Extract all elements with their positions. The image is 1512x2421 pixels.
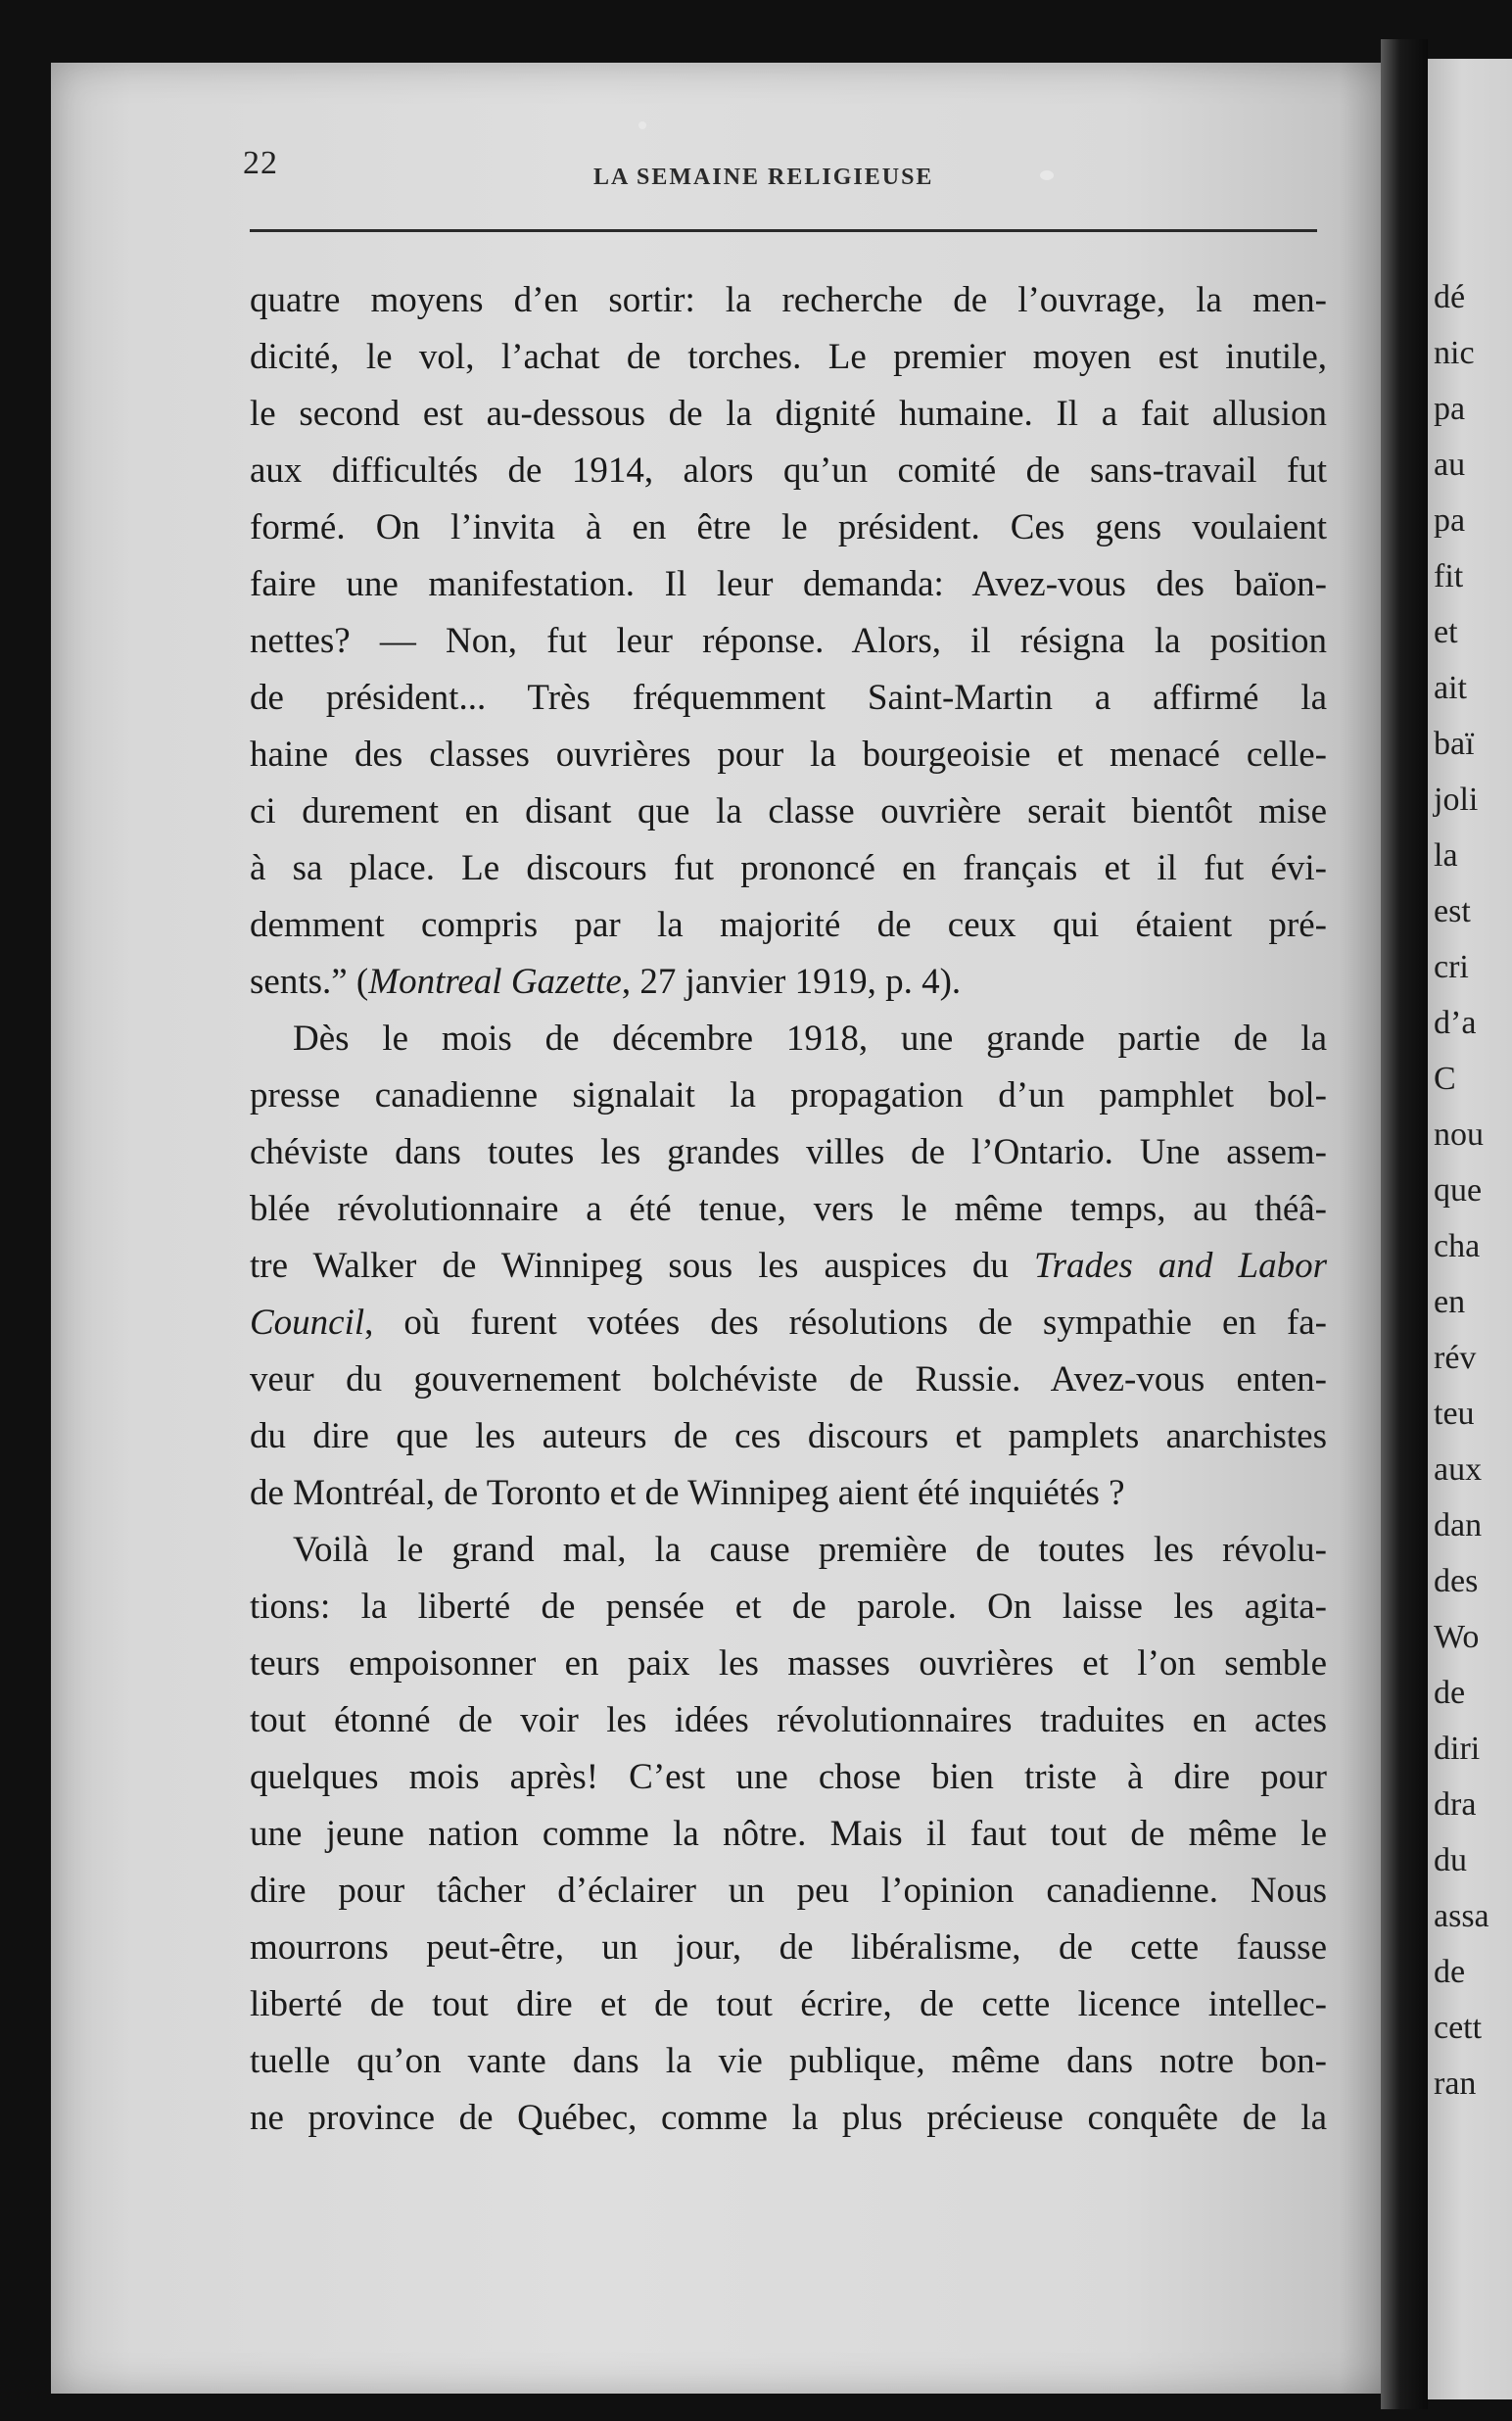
text-line-continuation: , 27 janvier 1919, p. 4). (621, 962, 962, 1002)
facing-page-fragment: diri (1434, 1731, 1481, 1767)
facing-page-fragment: de (1434, 1954, 1466, 1990)
facing-page-fragment: et (1434, 614, 1458, 650)
text-line (250, 1408, 1327, 1465)
text-line (250, 386, 1327, 443)
text-line (250, 1863, 1327, 1920)
text-line-content: chéviste dans toutes les grandes villes de l’Ontario. Une assem- (250, 1132, 1327, 1172)
facing-page-fragment: dé (1434, 279, 1466, 315)
facing-page-fragment: que (1434, 1172, 1483, 1209)
text-line (250, 954, 1327, 1011)
text-line (250, 727, 1327, 783)
text-line-content: le second est au-dessous de la dignité humaine. Il a fait allusion (250, 394, 1327, 434)
text-line-content: ci durement en disant que la classe ouvrière serait bientôt mise (250, 791, 1327, 831)
text-line-content: tions: la liberté de pensée et de parole. On laisse les agita- (250, 1587, 1327, 1627)
facing-page-fragment: d’a (1434, 1005, 1477, 1041)
facing-page-fragment: des (1434, 1563, 1479, 1599)
text-line-content: à sa place. Le discours fut prononcé en français et il fut évi- (250, 848, 1327, 888)
text-line (250, 670, 1327, 727)
italic-title: Montreal Gazette (368, 962, 622, 1002)
facing-page-fragment: de (1434, 1675, 1466, 1711)
text-line (250, 2033, 1327, 2090)
text-line (250, 1636, 1327, 1692)
facing-page-fragment: la (1434, 837, 1458, 874)
facing-page-fragment: pa (1434, 502, 1466, 539)
facing-page-fragment: ait (1434, 670, 1467, 706)
text-line (250, 556, 1327, 613)
text-line (250, 1181, 1327, 1238)
running-head: LA SEMAINE RELIGIEUSE (593, 165, 934, 190)
facing-page-fragment: teu (1434, 1396, 1475, 1432)
facing-page-fragment: en (1434, 1284, 1466, 1320)
text-line (250, 1579, 1327, 1636)
italic-title: Council (250, 1303, 365, 1343)
text-line-content: veur du gouvernement bolchéviste de Russie. Avez-vous enten- (250, 1359, 1327, 1400)
facing-page-fragment: C (1434, 1061, 1456, 1097)
italic-title: Trades and Labor (1034, 1246, 1327, 1286)
facing-page-fragment: Wo (1434, 1619, 1480, 1655)
text-line (250, 329, 1327, 386)
text-line (250, 613, 1327, 670)
text-line-content: nettes? — Non, fut leur réponse. Alors, il résigna la position (250, 621, 1327, 661)
body-text (250, 272, 1327, 2147)
text-line-content: faire une manifestation. Il leur demanda: Avez-vous des baïon- (250, 564, 1327, 604)
text-line-content: tout étonné de voir les idées révolutionnaires traduites en actes (250, 1700, 1327, 1740)
facing-page-fragment: cha (1434, 1228, 1481, 1264)
text-line-content: dire pour tâcher d’éclairer un peu l’opinion canadienne. Nous (250, 1871, 1327, 1911)
facing-page-fragment: pa (1434, 391, 1466, 427)
text-line (250, 1920, 1327, 1976)
text-line-content: teurs empoisonner en paix les masses ouvrières et l’on semble (250, 1643, 1327, 1684)
facing-page-fragment: au (1434, 447, 1466, 483)
facing-page-edge (1428, 59, 1512, 2399)
text-line (250, 1692, 1327, 1749)
text-line (250, 897, 1327, 954)
text-line-content: mourrons peut-être, un jour, de libéralisme, de cette fausse (250, 1927, 1327, 1968)
text-line (250, 2090, 1327, 2147)
page-header (243, 145, 1320, 204)
text-line (250, 1522, 1327, 1579)
text-line (250, 1749, 1327, 1806)
facing-page-fragment: assa (1434, 1898, 1489, 1934)
text-line-content: Dès le mois de décembre 1918, une grande partie de la (293, 1019, 1327, 1059)
text-line-content: du dire que les auteurs de ces discours et pamplets anarchistes (250, 1416, 1327, 1456)
facing-page-fragment: cett (1434, 2010, 1483, 2046)
text-line-content: liberté de tout dire et de tout écrire, de cette licence intellec- (250, 1984, 1327, 2024)
facing-page-fragment: dra (1434, 1786, 1477, 1823)
text-line (250, 783, 1327, 840)
text-line-continuation: , où furent votées des résolutions de sympathie en fa- (364, 1303, 1327, 1343)
facing-page-fragment: dan (1434, 1507, 1483, 1543)
text-line-content: demment compris par la majorité de ceux qui étaient pré- (250, 905, 1327, 945)
facing-page-fragment: baï (1434, 726, 1475, 762)
text-line (250, 1011, 1327, 1068)
dust-speck (638, 121, 646, 129)
text-line-content: tuelle qu’on vante dans la vie publique, même dans notre bon- (250, 2041, 1327, 2081)
text-line (250, 499, 1327, 556)
text-line-content: quatre moyens d’en sortir: la recherche de l’ouvrage, la men- (250, 280, 1327, 320)
text-line-content: haine des classes ouvrières pour la bourgeoisie et menacé celle- (250, 735, 1327, 775)
facing-page-fragment: rév (1434, 1340, 1477, 1376)
text-line (250, 1238, 1327, 1295)
text-line (250, 1124, 1327, 1181)
text-line (250, 1806, 1327, 1863)
facing-page-fragment: aux (1434, 1451, 1483, 1488)
text-line-content: blée révolutionnaire a été tenue, vers le même temps, au théâ- (250, 1189, 1327, 1229)
text-line-content: formé. On l’invita à en être le président. Ces gens voulaient (250, 507, 1327, 547)
text-line (250, 443, 1327, 499)
text-line (250, 840, 1327, 897)
text-line-content: aux difficultés de 1914, alors qu’un comité de sans-travail fut (250, 451, 1327, 491)
text-line-content: tre Walker de Winnipeg sous les auspices du (250, 1246, 1035, 1286)
text-line (250, 1465, 1327, 1522)
text-line (250, 1295, 1327, 1352)
facing-page-fragment: ran (1434, 2065, 1477, 2102)
text-line (250, 1976, 1327, 2033)
header-rule (250, 229, 1317, 232)
text-line-content: ne province de Québec, comme la plus précieuse conquête de la (250, 2098, 1327, 2138)
text-line-content: presse canadienne signalait la propagation d’un pamphlet bol- (250, 1075, 1327, 1116)
text-line (250, 1068, 1327, 1124)
text-line-content: de Montréal, de Toronto et de Winnipeg aient été inquiétés ? (250, 1473, 1125, 1513)
text-line-content: dicité, le vol, l’achat de torches. Le premier moyen est inutile, (250, 337, 1327, 377)
facing-page-fragment: cri (1434, 949, 1469, 985)
facing-page-fragment: fit (1434, 558, 1464, 594)
facing-page-fragment: est (1434, 893, 1471, 929)
page-number: 22 (243, 145, 278, 181)
text-line-content: sents.” ( (250, 962, 369, 1002)
text-line-content: de président... Très fréquemment Saint-Martin a affirmé la (250, 678, 1327, 718)
facing-page-fragment: du (1434, 1842, 1467, 1878)
facing-page-fragment: joli (1434, 782, 1479, 818)
facing-page-fragment: nou (1434, 1116, 1484, 1153)
text-line-content: Voilà le grand mal, la cause première de toutes les révolu- (293, 1530, 1327, 1570)
text-line-content: une jeune nation comme la nôtre. Mais il faut tout de même le (250, 1814, 1327, 1854)
text-line (250, 272, 1327, 329)
facing-page-fragment: nic (1434, 335, 1475, 371)
text-line-content: quelques mois après! C’est une chose bien triste à dire pour (250, 1757, 1327, 1797)
text-line (250, 1352, 1327, 1408)
book-gutter (1381, 39, 1428, 2409)
